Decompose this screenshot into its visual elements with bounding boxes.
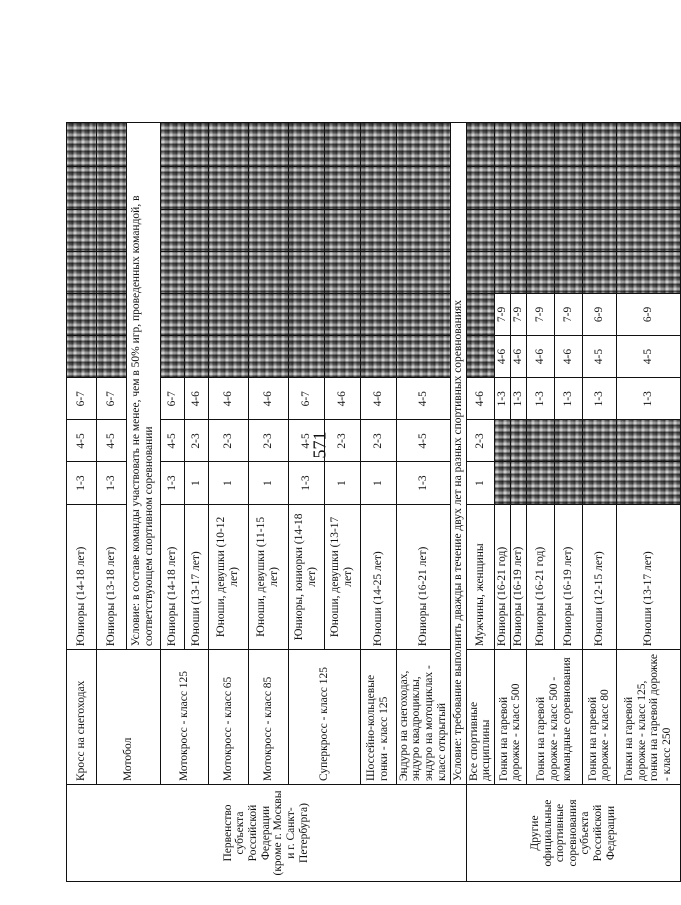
cell: 1-3: [554, 378, 582, 420]
cell: 4-6: [324, 378, 360, 420]
shaded-cell: [66, 336, 96, 378]
shaded-cell: [96, 123, 126, 167]
age-group: Юниоры (16-21 год): [494, 504, 510, 649]
shaded-cell: [66, 293, 96, 335]
discipline: Мотокросс - класс 85: [248, 650, 288, 785]
shaded-cell: [466, 251, 494, 293]
shaded-cell: [66, 251, 96, 293]
cell: 4-5: [616, 336, 680, 378]
condition-note: Условие: требование выполнить дважды в течение двух лет на разных спортивных соревнованиях: [450, 123, 466, 785]
shaded-cell: [288, 209, 324, 251]
table-row: [160, 123, 184, 882]
cell: 6-9: [582, 293, 616, 335]
shaded-cell: [184, 209, 208, 251]
age-group: Юниоры (16-21 лет): [396, 504, 450, 649]
shaded-cell: [248, 251, 288, 293]
shaded-cell: [582, 251, 616, 293]
shaded-cell: [494, 167, 510, 209]
age-group: Юноши (13-17 лет): [616, 504, 680, 649]
shaded-cell: [288, 336, 324, 378]
shaded-cell: [360, 167, 396, 209]
cell: 4-6: [494, 336, 510, 378]
shaded-cell: [184, 251, 208, 293]
cell: 4-5: [66, 420, 96, 462]
shaded-cell: [466, 293, 494, 335]
cell: 4-6: [554, 336, 582, 378]
shaded-cell: [208, 123, 248, 167]
group-label: [66, 785, 466, 882]
shaded-cell: [510, 123, 526, 167]
cell: 2-3: [184, 420, 208, 462]
shaded-cell: [526, 123, 554, 167]
cell: 2-3: [360, 420, 396, 462]
age-group: Юноши (12-15 лет): [582, 504, 616, 649]
age-group: Мужчины, женщины: [466, 504, 494, 649]
age-group: Юноши, девушки (13-17 лет): [324, 504, 360, 649]
cell: 1-3: [96, 462, 126, 504]
shaded-cell: [208, 209, 248, 251]
shaded-cell: [554, 251, 582, 293]
cell: 4-5: [396, 420, 450, 462]
shaded-cell: [526, 167, 554, 209]
shaded-cell: [396, 209, 450, 251]
shaded-cell: [554, 209, 582, 251]
age-group: Юниоры (16-19 лет): [510, 504, 526, 649]
shaded-cell: [96, 167, 126, 209]
rotated-table-container: [52, 122, 673, 882]
shaded-cell: [396, 251, 450, 293]
shaded-cell: [208, 251, 248, 293]
cell: 1: [184, 462, 208, 504]
shaded-cell: [582, 462, 616, 504]
cell: 2-3: [466, 420, 494, 462]
age-group: Юниоры, юниорки (14-18 лет): [288, 504, 324, 649]
discipline: Мотокросс - класс 125: [160, 650, 208, 785]
shaded-cell: [554, 167, 582, 209]
shaded-cell: [466, 209, 494, 251]
shaded-cell: [184, 293, 208, 335]
table-row: [526, 123, 554, 882]
cell: 7-9: [526, 293, 554, 335]
cell: 6-7: [288, 378, 324, 420]
cell: 6-7: [66, 378, 96, 420]
age-group: Юноши (14-25 лет): [360, 504, 396, 649]
shaded-cell: [96, 251, 126, 293]
shaded-cell: [96, 336, 126, 378]
shaded-cell: [616, 209, 680, 251]
shaded-cell: [360, 336, 396, 378]
discipline: Гонки на гаревой дорожке - класс 125, гонки на гаревой дорожке - класс 250: [616, 650, 680, 785]
cell: 1: [324, 462, 360, 504]
table-row: [248, 123, 288, 882]
shaded-cell: [66, 123, 96, 167]
shaded-cell: [494, 123, 510, 167]
shaded-cell: [248, 293, 288, 335]
shaded-cell: [324, 123, 360, 167]
shaded-cell: [582, 167, 616, 209]
discipline: Гонки на гаревой дорожке - класс 80: [582, 650, 616, 785]
shaded-cell: [396, 123, 450, 167]
shaded-cell: [160, 336, 184, 378]
cell: 1-3: [396, 462, 450, 504]
shaded-cell: [494, 462, 510, 504]
cell: 1-3: [582, 378, 616, 420]
shaded-cell: [616, 167, 680, 209]
table-row: [208, 123, 248, 882]
cell: 2-3: [324, 420, 360, 462]
shaded-cell: [554, 420, 582, 462]
shaded-cell: [360, 293, 396, 335]
shaded-cell: [208, 293, 248, 335]
shaded-cell: [288, 251, 324, 293]
shaded-cell: [510, 420, 526, 462]
age-group: Юниоры (13-18 лет): [96, 504, 126, 649]
shaded-cell: [248, 123, 288, 167]
shaded-cell: [324, 167, 360, 209]
shaded-cell: [466, 167, 494, 209]
cell: 4-5: [396, 378, 450, 420]
shaded-cell: [494, 420, 510, 462]
cell: 4-5: [288, 420, 324, 462]
table-row: [494, 123, 510, 882]
table-row: [450, 123, 466, 882]
shaded-cell: [616, 420, 680, 462]
cell: 6-7: [160, 378, 184, 420]
cell: 1-3: [288, 462, 324, 504]
shaded-cell: [494, 251, 510, 293]
cell: 1-3: [160, 462, 184, 504]
cell: 1-3: [494, 378, 510, 420]
table-row: [616, 123, 680, 882]
age-group: Юниоры (16-19 лет): [554, 504, 582, 649]
discipline: Мотокросс - класс 65: [208, 650, 248, 785]
shaded-cell: [582, 420, 616, 462]
cell: 2-3: [208, 420, 248, 462]
cell: 1-3: [526, 378, 554, 420]
shaded-cell: [66, 167, 96, 209]
age-group: Юноши, девушки (11-15 лет): [248, 504, 288, 649]
table-row: [582, 123, 616, 882]
cell: 1: [360, 462, 396, 504]
age-group: Юниоры (14-18 лет): [160, 504, 184, 649]
shaded-cell: [184, 123, 208, 167]
table-row: [66, 123, 96, 882]
condition-note: Условие: в составе команды участвовать не менее, чем в 50% игр, проведенных командой, в соответствующем спортивном соревновании: [126, 123, 160, 650]
shaded-cell: [396, 167, 450, 209]
shaded-cell: [324, 293, 360, 335]
group-second: Другие официальные спортивные соревнования субъекта Российской Федерации: [528, 799, 617, 867]
cell: 6-9: [616, 293, 680, 335]
shaded-cell: [396, 293, 450, 335]
shaded-cell: [526, 462, 554, 504]
shaded-cell: [466, 123, 494, 167]
cell: 4-6: [184, 378, 208, 420]
shaded-cell: [526, 209, 554, 251]
cell: 4-5: [96, 420, 126, 462]
table-row: [96, 123, 126, 882]
shaded-cell: [288, 293, 324, 335]
shaded-cell: [466, 336, 494, 378]
shaded-cell: [248, 209, 288, 251]
shaded-cell: [160, 293, 184, 335]
shaded-cell: [288, 167, 324, 209]
discipline: Эндуро на снегоходах, эндуро квадроциклы, эндуро на мотоциклах - класс открытый: [396, 650, 450, 785]
shaded-cell: [248, 167, 288, 209]
discipline: Мотобол: [96, 650, 160, 785]
cell: 4-6: [248, 378, 288, 420]
shaded-cell: [582, 209, 616, 251]
cell: 1-3: [510, 378, 526, 420]
age-group: Юниоры (16-21 год): [526, 504, 554, 649]
shaded-cell: [66, 209, 96, 251]
shaded-cell: [396, 336, 450, 378]
cell: 1-3: [616, 378, 680, 420]
shaded-cell: [360, 251, 396, 293]
cell: 2-3: [248, 420, 288, 462]
page-number: 571: [309, 431, 330, 459]
shaded-cell: [510, 167, 526, 209]
shaded-cell: [494, 209, 510, 251]
cell: 4-6: [360, 378, 396, 420]
shaded-cell: [510, 462, 526, 504]
cell: 4-6: [526, 336, 554, 378]
age-group: Юноши (13-17 лет): [184, 504, 208, 649]
age-group: Юниоры (14-18 лет): [66, 504, 96, 649]
shaded-cell: [208, 167, 248, 209]
table-row: [360, 123, 396, 882]
cell: 7-9: [510, 293, 526, 335]
shaded-cell: [616, 123, 680, 167]
table-row: [396, 123, 450, 882]
shaded-cell: [288, 123, 324, 167]
shaded-cell: [616, 462, 680, 504]
shaded-cell: [526, 251, 554, 293]
shaded-cell: [160, 209, 184, 251]
shaded-cell: [324, 251, 360, 293]
cell: 6-7: [96, 378, 126, 420]
shaded-cell: [582, 123, 616, 167]
discipline: Гонки на гаревой дорожке - класс 500 - командные соревнования: [526, 650, 582, 785]
discipline: Суперкросс - класс 125: [288, 650, 360, 785]
shaded-cell: [96, 209, 126, 251]
discipline: Кросс на снегоходах: [66, 650, 96, 785]
shaded-cell: [554, 462, 582, 504]
table-row: [466, 123, 494, 882]
cell: 4-5: [582, 336, 616, 378]
shaded-cell: [160, 251, 184, 293]
shaded-cell: [526, 420, 554, 462]
shaded-cell: [208, 336, 248, 378]
cell: 7-9: [554, 293, 582, 335]
shaded-cell: [360, 209, 396, 251]
shaded-cell: [184, 167, 208, 209]
shaded-cell: [616, 251, 680, 293]
shaded-cell: [96, 293, 126, 335]
group-label-2: [466, 785, 680, 882]
table-row: [288, 123, 324, 882]
shaded-cell: [360, 123, 396, 167]
cell: 4-6: [510, 336, 526, 378]
cell: 7-9: [494, 293, 510, 335]
cell: 1-3: [66, 462, 96, 504]
shaded-cell: [324, 336, 360, 378]
shaded-cell: [324, 209, 360, 251]
age-group: Юноши, девушки (10-12 лет): [208, 504, 248, 649]
cell: 1: [248, 462, 288, 504]
discipline: Все спортивные дисциплины: [466, 650, 494, 785]
shaded-cell: [510, 209, 526, 251]
shaded-cell: [184, 336, 208, 378]
cell: 1: [466, 462, 494, 504]
cell: 1: [208, 462, 248, 504]
discipline: Шоссейно-кольцевые гонки - класс 125: [360, 650, 396, 785]
shaded-cell: [160, 167, 184, 209]
discipline: Гонки на гаревой дорожке - класс 500: [494, 650, 526, 785]
cell: 4-6: [208, 378, 248, 420]
shaded-cell: [554, 123, 582, 167]
cell: 4-5: [160, 420, 184, 462]
shaded-cell: [160, 123, 184, 167]
shaded-cell: [248, 336, 288, 378]
shaded-cell: [510, 251, 526, 293]
ranking-table: [52, 122, 681, 882]
group-first: Первенство субъекта Российской Федерации (кроме г. Москвы и г. Санкт-Петербурга): [221, 790, 310, 876]
cell: 4-6: [466, 378, 494, 420]
